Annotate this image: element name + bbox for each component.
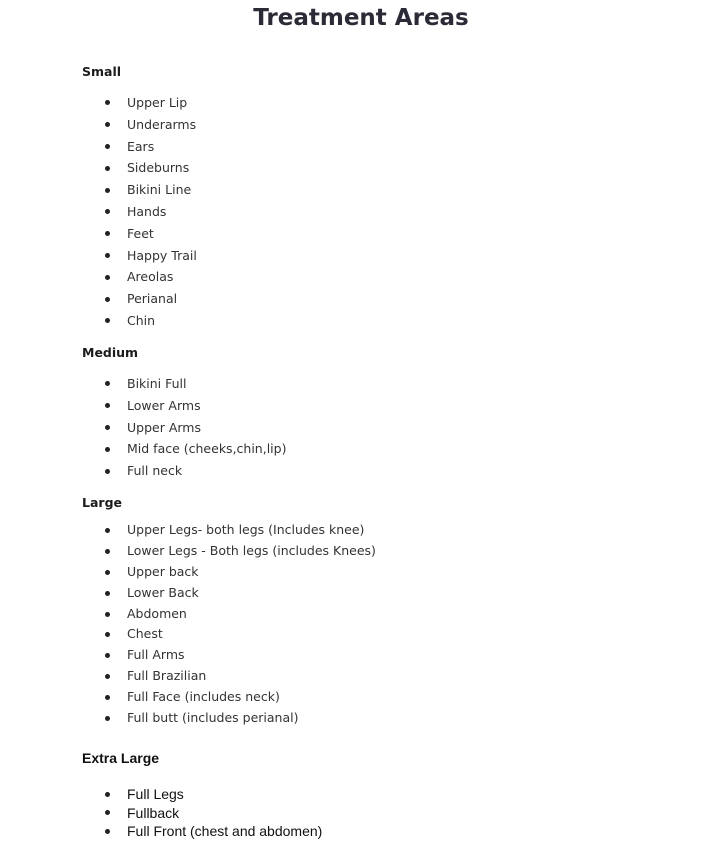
bullet-icon xyxy=(105,144,110,149)
bullet-icon xyxy=(105,653,110,658)
bullet-icon xyxy=(105,469,110,474)
bullet-icon xyxy=(105,253,110,258)
list-item-label: Areolas xyxy=(127,269,174,285)
list-item xyxy=(0,438,286,460)
list-item-label: Full Arms xyxy=(127,647,185,663)
bullet-icon xyxy=(105,122,110,127)
small-areas-list xyxy=(0,92,197,332)
list-item-label: Bikini Full xyxy=(127,376,187,391)
list-item xyxy=(0,223,197,245)
list-item-label: Upper Lip xyxy=(127,95,188,110)
list-item-label: Upper back xyxy=(127,563,199,579)
bullet-icon xyxy=(105,570,110,575)
list-item-label: Ears xyxy=(127,138,155,154)
list-item xyxy=(0,583,376,604)
extra-large-areas-list xyxy=(0,785,322,841)
bullet-icon xyxy=(105,528,110,533)
list-item xyxy=(0,266,197,288)
list-item xyxy=(0,288,197,310)
list-item xyxy=(0,645,376,666)
list-item xyxy=(0,179,197,201)
list-item-label: Full butt (includes perianal) xyxy=(127,710,299,726)
bullet-icon xyxy=(105,810,110,815)
list-item-label: Feet xyxy=(127,225,154,241)
bullet-icon xyxy=(105,829,110,834)
medium-areas-list xyxy=(0,373,286,482)
bullet-icon xyxy=(105,188,110,193)
list-item-label: Full Front (chest and abdomen) xyxy=(127,823,323,839)
list-item xyxy=(0,604,376,625)
section-heading-small: Small xyxy=(82,64,122,79)
bullet-icon xyxy=(105,695,110,700)
list-item xyxy=(0,460,286,482)
bullet-icon xyxy=(105,425,110,430)
list-item xyxy=(0,92,197,114)
list-item-label: Sideburns xyxy=(127,160,190,176)
page-title: Treatment Areas xyxy=(253,5,469,31)
bullet-icon xyxy=(105,792,110,797)
list-item xyxy=(0,687,376,708)
bullet-icon xyxy=(105,318,110,323)
bullet-icon xyxy=(105,549,110,554)
list-item xyxy=(0,201,197,223)
list-item-label: Full neck xyxy=(127,463,183,479)
list-item xyxy=(0,562,376,583)
large-areas-list xyxy=(0,520,376,729)
list-item xyxy=(0,136,197,158)
section-heading-medium: Medium xyxy=(82,345,139,360)
list-item-label: Upper Legs- both legs (Includes knee) xyxy=(127,522,365,537)
list-item-label: Abdomen xyxy=(127,605,187,621)
bullet-icon xyxy=(105,612,110,617)
list-item-label: Bikini Line xyxy=(127,182,192,198)
list-item xyxy=(0,373,286,395)
section-heading-large: Large xyxy=(82,495,122,510)
bullet-icon xyxy=(105,632,110,637)
list-item-label: Fullback xyxy=(127,804,180,821)
list-item-label: Underarms xyxy=(127,116,197,132)
list-item-label: Happy Trail xyxy=(127,247,197,263)
bullet-icon xyxy=(105,674,110,679)
list-item xyxy=(0,417,286,439)
list-item-label: Full Legs xyxy=(127,786,184,802)
bullet-icon xyxy=(105,297,110,302)
bullet-icon xyxy=(105,100,110,105)
bullet-icon xyxy=(105,403,110,408)
section-heading-extra-large: Extra Large xyxy=(82,750,160,766)
list-item-label: Chest xyxy=(127,626,163,642)
list-item-label: Lower Back xyxy=(127,584,199,600)
bullet-icon xyxy=(105,591,110,596)
bullet-icon xyxy=(105,231,110,236)
bullet-icon xyxy=(105,447,110,452)
list-item-label: Full Brazilian xyxy=(127,668,207,684)
bullet-icon xyxy=(105,275,110,280)
bullet-icon xyxy=(105,716,110,721)
list-item xyxy=(0,310,197,332)
list-item xyxy=(0,822,322,841)
bullet-icon xyxy=(105,166,110,171)
list-item-label: Hands xyxy=(127,203,167,219)
list-item xyxy=(0,245,197,267)
list-item xyxy=(0,624,376,645)
list-item xyxy=(0,395,286,417)
list-item xyxy=(0,541,376,562)
bullet-icon xyxy=(105,209,110,214)
list-item-label: Chin xyxy=(127,312,156,328)
list-item-label: Lower Arms xyxy=(127,397,201,413)
list-item-label: Upper Arms xyxy=(127,419,201,435)
list-item-label: Full Face (includes neck) xyxy=(127,689,280,705)
list-item-label: Perianal xyxy=(127,291,178,307)
list-item xyxy=(0,157,197,179)
list-item xyxy=(0,785,322,804)
list-item-label: Mid face (cheeks,chin,lip) xyxy=(127,441,287,457)
list-item xyxy=(0,114,197,136)
list-item xyxy=(0,804,322,823)
list-item xyxy=(0,520,376,541)
list-item xyxy=(0,708,376,729)
list-item xyxy=(0,666,376,687)
list-item-label: Lower Legs - Both legs (includes Knees) xyxy=(127,542,376,558)
bullet-icon xyxy=(105,381,110,386)
